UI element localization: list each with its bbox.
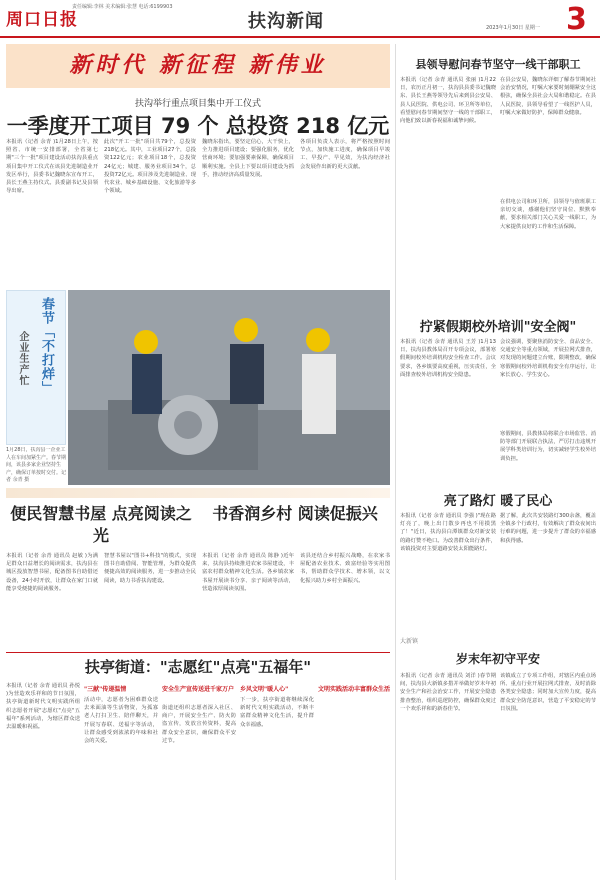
right-mid-col2: 会议强调，要聚焦消防安全、食品安全、交通安全等重点领域，开展拉网式排查，对发现的问题建立台账，限期整改，确保寒假期间校外培训机构安全有序运行，让家长放心、学生安心。	[500, 339, 596, 378]
right-top-col3: 在供电公司和环卫所，县领导与值班职工亲切交谈，感谢他们坚守岗位、默默奉献，要求相关部门关心关爱一线职工，为大家提供良好的工作和生活保障。	[500, 199, 596, 230]
volunteer-body-col2: 活动中，志愿者为困难群众送去米面油等生活物资，为孤寡老人打扫卫生、陪伴聊天，并开展写春联、送福字等活动，让群众感受到浓浓的年味和社会的关爱。	[84, 697, 158, 745]
spring-caption: 1月28日，扶沟县一企业工人在车间加紧生产。春节期间，该县多家企业坚持生产，确保订单按时交付。记者 余青 摄	[6, 447, 66, 483]
village-headline: 书香润乡村 阅读促振兴	[212, 504, 378, 523]
section-title: 扶沟新闻	[248, 11, 324, 32]
spring-production-box	[6, 290, 66, 445]
theme-banner-text: 新时代 新征程 新伟业	[69, 53, 327, 78]
lead-body-col3: 魏晓东指出，要坚定信心，大干快上，全力推进项目建设；要强化服务，优化营商环境；要加强要素保障，确保项目顺利实施。全县上下要以项目建设为抓手，推动经济高质量发展。	[202, 139, 294, 178]
lead-body-col4: 各项目负责人表示，将严格按照时间节点，加快施工进度，确保项目早竣工、早投产、早见效，为扶沟经济社会发展作出新的更大贡献。	[300, 139, 390, 170]
right-top-headline: 县领导慰问春节坚守一线干部职工	[415, 58, 581, 71]
column-divider	[395, 44, 396, 880]
right-guard-headline: 岁末年初守平安	[455, 652, 540, 666]
factory-photo	[68, 290, 390, 485]
right-top-col2: 在县公安局，魏晓东详细了解春节期间社会治安情况，叮嘱大家要时刻绷紧安全这根弦，确保全县社会大局和谐稳定。在县人民医院，县领导看望了一线医护人员，叮嘱大家做好防护，保障群众健康。	[500, 77, 596, 116]
right-lamp-col2: 据了解，此次共安装路灯300余盏，覆盖全镇多个行政村，有效解决了群众夜间出行难的问题，进一步提升了群众的幸福感和获得感。	[500, 513, 596, 544]
newspaper-logo: 周口日报	[6, 10, 78, 30]
right-mid-col1: 本报讯（记者 余青 通讯员 王芳 )1月13日，扶沟县教体局召开专项会议，部署寒假期间校外培训机构安全检查工作。会议要求，各乡镇要高度重视，压实责任，全面排查校外培训机构安全隐患。	[400, 339, 496, 378]
editor-meta: 责任编辑:李林 美术编辑:张慧 电话:6199903	[72, 4, 173, 10]
volunteer-body-col4: 下一步，扶亭街道将继续深化新时代文明实践活动，不断丰富群众精神文化生活，提升群众幸福感。	[240, 697, 314, 728]
right-top-col1: 本报讯（记者 余青 通讯员 张丽 )1月22日，农历正月初一，扶沟县县委书记魏晓东、县长王燕等领导先后来到县公安局、县人民医院、供电公司、环卫所等单位，看望慰问春节期间坚守一线的干部职工，向他们致以新春祝福和诚挚问候。	[400, 77, 496, 125]
right-guard-col1: 本报讯（记者 余青 通讯员 刘洋 )春节期间，扶沟县大新镇多措并举做好岁末年初安全生产和社会治安工作，开展安全隐患排查整治，组织巡逻防控，确保群众度过一个欢乐祥和的新春佳节。	[400, 673, 496, 712]
issue-date: 2023年1月30日 星期一	[486, 25, 540, 31]
right-guard-col2: 该镇成立了专项工作组，对辖区内重点场所、重点行业开展拉网式排查，及时消除各类安全隐患；同时加大宣传力度，提高群众安全防范意识，营造了平安稳定的节日氛围。	[500, 673, 596, 712]
factory-photo-illustration	[68, 290, 390, 485]
village-body-col1: 本报讯（记者 余青 通讯员 陈静 )近年来，扶沟县持续推进农家书屋建设，丰富农村群众精神文化生活。各乡镇农家书屋开展读书分享、亲子阅读等活动，营造浓厚阅读氛围。	[202, 553, 294, 592]
lead-headline: 一季度开工项目 79 个 总投资 218 亿元	[6, 114, 390, 138]
theme-banner	[6, 44, 390, 88]
lead-body-col1: 本报讯（记者 余青 )1月28日上午，按照省、市统一安排部署，全省第七期"三个一批"项目建设活动扶沟县重点项目集中开工仪式在该县先进制造业开发区举行，县委书记魏晓东宣布开工，县长王燕主持仪式。县委副书记及县领导出席。	[6, 139, 98, 195]
lead-subtitle: 扶沟举行重点项目集中开工仪式	[134, 99, 261, 109]
volunteer-sub4: 文明实践活动丰富群众生活	[318, 686, 391, 693]
divider	[6, 652, 390, 653]
volunteer-sub2: 安全生产宣传送进千家万户	[162, 686, 235, 693]
spring-title: 春节「不打烊」	[39, 297, 54, 395]
spring-subtitle: 企业生产忙	[17, 331, 28, 386]
volunteer-body-col1: 本报讯（记者 余青 通讯员 孙悦 )为营造欢乐祥和的节日氛围，扶亭街道新时代文明实践所组织志愿者开展"志愿红"点亮"五福年"系列活动，为辖区群众送去温暖和祝福。	[6, 683, 80, 731]
page-number: 3	[566, 2, 587, 37]
volunteer-sub1: "三献"传递温情	[84, 686, 127, 693]
study-headline: 便民智慧书屋 点亮阅读之光	[10, 504, 192, 545]
volunteer-headline: 扶亭街道："志愿红"点亮"五福年"	[84, 658, 312, 676]
right-guard-kicker: 大新镇	[400, 638, 419, 645]
lead-body-col2: 此次"开工一批"项目共79个，总投资218亿元。其中，工业项目27个，总投资122亿元；农业项目18个，总投资24亿元；城建、服务业项目34个，总投资72亿元。项目涉及先进制造业、现代农业、城乡基础设施、文化旅游等多个领域。	[104, 139, 196, 195]
volunteer-body-col3: 街道还组织志愿者深入社区、商户，开展安全生产、防火防盗宣传，发放宣传资料，提高群众安全意识，确保群众平安过节。	[162, 705, 236, 744]
study-body-col2: 智慧书屋以"图书+科技"的模式，实现图书自助借阅、智能管理，为群众提供便捷高效的阅读服务，进一步推动全民阅读，助力书香扶沟建设。	[104, 553, 196, 584]
right-lamp-headline: 亮了路灯 暖了民心	[443, 494, 553, 509]
right-mid-col3: 寒假期间，县教体局将联合市场监管、消防等部门开展联合执法，严厉打击违规开展学科类培训行为，切实减轻学生校外培训负担。	[500, 431, 596, 462]
study-body-col1: 本报讯（记者 余青 通讯员 赵敏 )为满足群众日益增长的阅读需求，扶沟县在城区投放智慧书屋，配备图书自助借还设备，24小时开放，让群众在家门口就能享受便捷的阅读服务。	[6, 553, 98, 592]
decor-bar	[6, 488, 390, 498]
village-body-col2: 该县还结合乡村振兴战略，在农家书屋配备农业技术、致富经验等实用图书，帮助群众学技术、增本领，以文化振兴助力乡村全面振兴。	[300, 553, 390, 584]
right-mid-headline: 拧紧假期校外培训"安全阀"	[419, 320, 577, 335]
volunteer-sub3: 乡风文明"暖人心"	[240, 686, 289, 693]
right-lamp-col1: 本报讯（记者 余青 通讯员 李强 )"现在路灯亮了，晚上出门散步再也不用摸黑了！"近日，扶沟县白潭镇群众对新安装的路灯赞不绝口。为改善群众出行条件，该镇投资对主要道路安装太阳能路灯。	[400, 513, 496, 552]
